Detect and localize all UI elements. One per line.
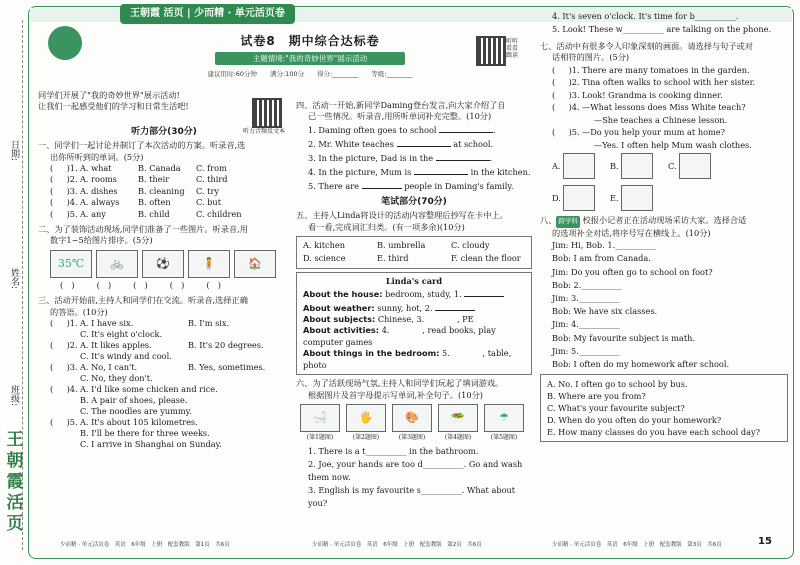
column-1: [38, 26, 290, 450]
q4-stem-2: 己一些情况。听录音,用所听单词补充完整。(10分): [308, 111, 492, 122]
answer-paren[interactable]: ( ): [60, 279, 75, 290]
side-margin: [0, 0, 28, 565]
theme-banner: 主题情境:"我的奇妙世界"展示活动: [215, 52, 405, 65]
card-title: Linda's card: [385, 275, 443, 286]
washing-picture: [563, 185, 595, 211]
answer-paren[interactable]: ( ): [206, 279, 221, 290]
date-label: 日期:: [9, 140, 19, 162]
q1-row: ( )5. A. any B. child C. children: [50, 208, 242, 219]
person-picture: 🧍: [188, 250, 230, 278]
q1-row: ( )4. A. always B. often C. but: [50, 197, 221, 208]
bathtub-picture: 🛁: [300, 404, 340, 432]
q2-stem-2: 数字1~5给图片排序。(5分): [50, 235, 153, 246]
answer-blank[interactable]: [414, 165, 468, 175]
q3-stem-1: 三、活动开始前,主持人和同学们在交流。听录音,选择正确: [38, 295, 248, 306]
exam-info: 建议用时:60分钟 满分:100分 得分:________ 等级:________: [207, 70, 413, 78]
qr-caption: 听力音频及文本: [243, 128, 286, 135]
answer-blank[interactable]: [464, 287, 504, 297]
q7-pictures: A. B. C. D. E.: [552, 153, 788, 211]
house-picture: 🏠: [234, 250, 276, 278]
footer-page-2: 少而精 · 单元活页卷 英语 6年级 上册 配套教版 第2页 共6页: [312, 542, 482, 548]
answer-paren[interactable]: ( )5.: [552, 127, 580, 138]
bike-picture: 🚲: [96, 250, 138, 278]
brand-banner: 王朝霞 活页 | 少而精 · 单元活页卷: [120, 4, 295, 24]
answer-paren[interactable]: ( )2.: [552, 77, 580, 88]
answer-paren[interactable]: ( )4.: [50, 384, 78, 395]
qr-code-icon[interactable]: [252, 98, 282, 128]
garden-picture: [563, 153, 595, 179]
q1-row: ( )2. A. rooms B. their C. third: [50, 174, 228, 185]
q2-answer-row: [60, 280, 290, 291]
qr-caption-top: 听听看看跟读: [506, 38, 519, 59]
umbrella-picture: ☂: [484, 404, 524, 432]
answer-blank[interactable]: [436, 151, 490, 161]
answer-blank[interactable]: [439, 123, 493, 133]
q6-pictures: 🛁 (第1题图) 🖐 (第2题图) 🎨 (第3题图) 🥗 (第4题图) ☂ (第5题图): [300, 404, 532, 443]
writing-title: 笔试部分(70分): [381, 196, 447, 207]
answer-paren[interactable]: ( ): [96, 279, 112, 290]
intro-line-1: 同学们开展了"我的奇妙世界"展示活动!: [38, 90, 180, 100]
q8-dialog: Jim: Hi, Bob. 1.__________ Bob: I am from Canada. Jim: Do you often go to school on foot? Bob: 2.__________ Jim: 3.__________ Bob: We have six classes. Jim: 4.__________ Bob: My favourite subject is math. Jim: 5.__________ Bob: I often do my homework after school.: [552, 240, 730, 369]
footer-page-3: 少而精 · 单元活页卷 英语 6年级 上册 配套教版 第3页 共6页: [552, 542, 722, 548]
classroom-picture: [621, 153, 653, 179]
column-2: [296, 100, 532, 510]
answer-paren[interactable]: ( )1.: [552, 64, 580, 75]
answer-paren[interactable]: ( )4.: [552, 102, 580, 113]
q4-items: 1. Daming often goes to school . 2. Mr. White teaches at school. 3. In the picture, Dad is in the . 4. In the picture, Mum is in the kitchen. 5. There are people in Daming's family.: [308, 124, 531, 191]
answer-paren[interactable]: ( )1.: [50, 318, 78, 329]
q6-items: 1. There is a t__________ in the bathroom. 2. Joe, your hands are too d__________. Go and wash them now. 3. English is my favourite s__________. What about you?: [308, 446, 523, 509]
q1-options: [38, 163, 290, 220]
column-3: 4. It's seven o'clock. It's time for b__________. 5. Look! These w__________ are talking on the phone. 七、活动中有很多令人印象深刻的画面。请选择与句子或对 话相符的图片。(5分) ( )1. There are many tomatoes in the garden. ( )2. Tina often walks to school with her sister. ( )3. Look! Grandma is cooking dinner. ( )4. —What lessons does Miss White teach? —She teaches a Chinese lesson. ( )5. —Do you help your mum at home? —Yes. I often help Mum wash clothes. A. B. C. D. E. 八、 跨学科 校报小记者正在活动现场采访大家。选择合适 的选项补全对话,将序号写在横线上。(10分) Jim: Hi, Bob. 1.__________ Bob: I am from Canada. Jim: Do you often go to school on foot? Bob: 2.__________ Jim: 3.__________ Bob: We have six classes. Jim: 4.__________ Bob: My favourite subject is math. Jim: 5.__________ Bob: I often do my homework after school. A. No. I often go to school by bus. B. Where are you from? C. What's your favourite subject? D. When do you often do your homework? E. How many classes do you have each school day?: [540, 10, 788, 442]
paper-title: 试卷8 期中综合达标卷: [240, 34, 380, 48]
answer-paren[interactable]: ( )3.: [552, 89, 580, 100]
cross-subject-tag: 跨学科: [556, 216, 580, 227]
dirty-hands-picture: 🖐: [346, 404, 386, 432]
q1-row: ( )3. A. dishes B. cleaning C. try: [50, 185, 220, 196]
answer-paren[interactable]: ( )2.: [50, 340, 78, 351]
food-picture: 🥗: [438, 404, 478, 432]
q3-items: ( )1. A. I have six. B. I'm six. C. It's eight o'clock. ( )2. A. It likes apples. B. It's 20 degrees. C. It's windy and cool. ( )3. A. No, I can't. B. Yes, sometimes. C. No, they don't. ( )4. A. I'd like some chicken and rice. B. A pair of shoes, please. C. The noodles are yummy. ( )5. A. It's about 105 kilometres. B. I'll be there for three weeks. C. I arrive in Shanghai on Sunday.: [50, 318, 266, 450]
q5-word-box: A. kitchen B. umbrella C. cloudy D. science E. third F. clean the floor: [296, 236, 532, 269]
thermometer-picture: 35℃: [50, 250, 92, 278]
class-label: 班级:: [9, 385, 19, 407]
art-picture: 🎨: [392, 404, 432, 432]
answer-paren[interactable]: ( )5.: [50, 417, 78, 428]
q3-stem-2: 的答语。(10分): [50, 306, 108, 317]
q1-row: ( )1. A. what B. Canada C. from: [50, 163, 227, 174]
footer-page-1: 少而精 · 单元活页卷 英语 6年级 上册 配套教版 第1页 共6页: [60, 542, 230, 548]
qr-code-icon[interactable]: [476, 36, 506, 66]
q5-stem-2: 看一看,完成词汇归类。(有一项多余)(10分): [308, 221, 465, 232]
q6-stem-1: 六、为了活跃现场气氛,主持人和同学们玩起了填词游戏。: [296, 378, 504, 389]
side-logo: 王朝霞活页: [6, 430, 24, 534]
page-number: 15: [758, 536, 772, 547]
q5-stem-1: 五、主持人Linda将设计的活动内容整理后抄写在卡中上。: [296, 210, 508, 221]
q8-stem-1: 八、 跨学科 校报小记者正在活动现场采访大家。选择合适: [540, 215, 788, 227]
q2-stem-1: 二、为了装饰活动现场,同学们准备了一些图片。听录音,用: [38, 224, 248, 235]
cooking-picture: [621, 185, 653, 211]
school-badge-icon: [48, 26, 82, 60]
q6-stem-2: 根据图片及首字母提示写单词,补全句子。(10分): [308, 389, 483, 400]
q4-stem-1: 四、活动一开始,新同学Daming登台发言,向大家介绍了自: [296, 100, 506, 110]
answer-blank[interactable]: [362, 179, 402, 189]
name-label: 姓名:: [9, 268, 19, 290]
listening-title: 听力部分(30分): [131, 126, 197, 137]
q8-options-box: A. No. I often go to school by bus. B. Where are you from? C. What's your favourite subject? D. When do you often do your homework? E. How many classes do you have each school day?: [540, 374, 788, 442]
q1-stem-2: 出你所听到的单词。(5分): [50, 151, 144, 162]
q1-stem-1: 一、同学们一起讨论并制订了本次活动的方案。听录音,选: [38, 140, 246, 151]
walking-picture: [679, 153, 711, 179]
q7-stem-1: 七、活动中有很多令人印象深刻的画面。请选择与句子或对: [540, 41, 753, 51]
ball-picture: ⚽: [142, 250, 184, 278]
intro-line-2: 让我们一起感受他们的学习和日常生活吧!: [38, 101, 189, 112]
linda-card: Linda's card About the house: bedroom, study, 1. About weather: sunny, hot, 2. About subjects: Chinese, 3. , PE About activities: 4. , read books, play computer games About things in the bedroom: 5. , table, photo: [296, 272, 532, 375]
q8-stem-2: 的选项补全对话,将序号写在横线上。(10分): [552, 227, 711, 238]
answer-paren[interactable]: ( ): [133, 279, 148, 290]
q2-pictures: [50, 250, 290, 278]
q7-items: ( )1. There are many tomatoes in the garden. ( )2. Tina often walks to school with her sister. ( )3. Look! Grandma is cooking dinner. ( )4. —What lessons does Miss White teach? —She teaches a Chinese lesson. ( )5. —Do you help your mum at home? —Yes. I often help Mum wash clothes.: [552, 64, 756, 150]
answer-blank[interactable]: [397, 137, 451, 147]
answer-paren[interactable]: ( ): [169, 279, 185, 290]
answer-paren[interactable]: ( )3.: [50, 362, 78, 373]
paper-header: [120, 30, 500, 78]
q7-stem-2: 话相符的图片。(5分): [552, 52, 630, 63]
answer-blank[interactable]: [435, 301, 475, 311]
